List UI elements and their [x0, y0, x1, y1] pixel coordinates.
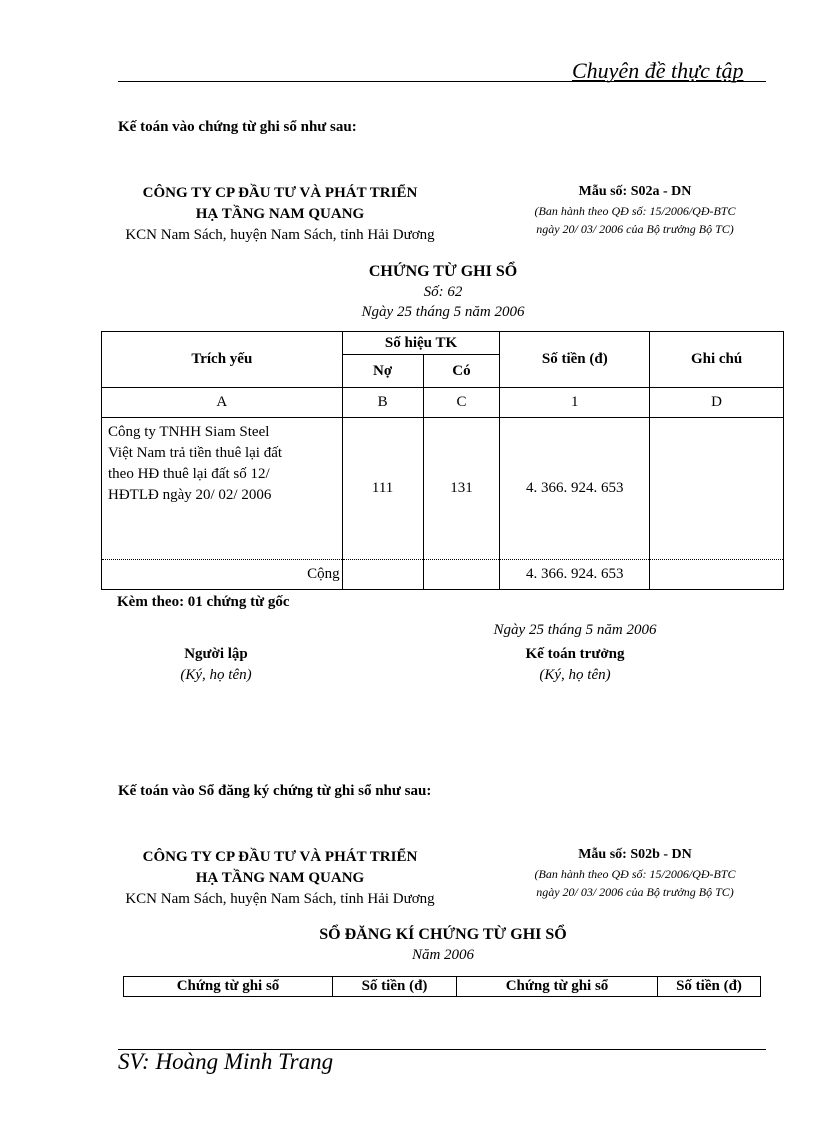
row-note: [650, 418, 784, 560]
row-summary-line4: HĐTLĐ ngày 20/ 02/ 2006: [108, 487, 272, 503]
row-summary-line3: theo HĐ thuê lại đất số 12/: [108, 466, 270, 482]
register-year: Năm 2006: [411, 947, 475, 963]
section1-intro: Kế toán vào chứng từ ghi sổ như sau:: [118, 119, 357, 135]
header-account-code: Số hiệu TK: [342, 332, 500, 355]
form2-code: Mẫu số: S02b - DN: [578, 847, 692, 862]
attachment-note: Kèm theo: 01 chứng từ gốc: [117, 594, 290, 610]
voucher-date: Ngày 25 tháng 5 năm 2006: [361, 304, 525, 320]
header-debit: Nợ: [342, 355, 423, 388]
company-block-2: [84, 846, 476, 910]
register-col4: Số tiền (đ): [658, 977, 761, 997]
row-credit: 131: [423, 418, 500, 560]
register-title: SỔ ĐĂNG KÍ CHỨNG TỪ GHI SỔ: [319, 926, 567, 943]
row-amount: 4. 366. 924. 653: [500, 418, 650, 560]
signature-date: Ngày 25 tháng 5 năm 2006: [493, 622, 657, 638]
col-code-1: 1: [500, 388, 650, 418]
company-name-2: HẠ TẦNG NAM QUANG: [195, 206, 365, 222]
form-issued-line2: ngày 20/ 03/ 2006 của Bộ trưởng Bộ TC): [536, 222, 734, 236]
header-credit: Có: [423, 355, 500, 388]
chief-block: [485, 644, 665, 686]
total-credit: [423, 560, 500, 590]
footer-student: SV: Hoàng Minh Trang: [118, 1049, 334, 1074]
preparer-sign: (Ký, họ tên): [180, 667, 252, 683]
total-row: [102, 560, 784, 590]
company-block-1: [84, 182, 476, 246]
company-name-1: CÔNG TY CP ĐẦU TƯ VÀ PHÁT TRIỂN: [142, 849, 418, 865]
header-summary: Trích yếu: [102, 332, 343, 388]
voucher-number: Số: 62: [423, 284, 463, 300]
form2-issued-line2: ngày 20/ 03/ 2006 của Bộ trưởng Bộ TC): [536, 885, 734, 899]
form-issued-line1: (Ban hành theo QĐ số: 15/2006/QĐ-BTC: [534, 204, 736, 218]
col-code-b: B: [342, 388, 423, 418]
form-code-block-1: [494, 182, 776, 238]
total-note: [650, 560, 784, 590]
voucher-title: CHỨNG TỪ GHI SỔ: [368, 263, 518, 280]
row-summary-line1: Công ty TNHH Siam Steel: [108, 424, 270, 440]
company-name-1: CÔNG TY CP ĐẦU TƯ VÀ PHÁT TRIỂN: [142, 185, 418, 201]
preparer-block: [136, 644, 296, 686]
total-amount: 4. 366. 924. 653: [500, 560, 650, 590]
table-row: [102, 418, 784, 560]
row-summary-line2: Việt Nam trả tiền thuê lại đất: [108, 445, 283, 461]
header-rule: [118, 81, 766, 82]
chief-sign: (Ký, họ tên): [539, 667, 611, 683]
col-code-d: D: [650, 388, 784, 418]
section2-intro: Kế toán vào Sổ đăng ký chứng từ ghi sổ như sau:: [118, 783, 432, 799]
company-name-2: HẠ TẦNG NAM QUANG: [195, 870, 365, 886]
voucher-heading: [243, 262, 643, 322]
row-summary: [102, 418, 343, 560]
col-code-c: C: [423, 388, 500, 418]
total-label: Cộng: [102, 560, 343, 590]
register-heading: [243, 925, 643, 965]
voucher-table: [101, 331, 784, 590]
register-table: [123, 976, 761, 997]
header-note: Ghi chú: [650, 332, 784, 388]
register-col3: Chứng từ ghi sổ: [457, 977, 658, 997]
total-debit: [342, 560, 423, 590]
chief-title: Kế toán trưởng: [525, 646, 625, 662]
form2-issued-line1: (Ban hành theo QĐ số: 15/2006/QĐ-BTC: [534, 867, 736, 881]
header-title: Chuyên đề thực tập: [572, 58, 744, 83]
register-col2: Số tiền (đ): [333, 977, 457, 997]
preparer-title: Người lập: [184, 646, 248, 662]
form-code-block-2: [494, 845, 776, 901]
col-code-a: A: [102, 388, 343, 418]
header-amount: Số tiền (đ): [500, 332, 650, 388]
form-code: Mẫu số: S02a - DN: [578, 184, 692, 199]
row-debit: 111: [342, 418, 423, 560]
company-address: KCN Nam Sách, huyện Nam Sách, tỉnh Hải Dương: [125, 891, 435, 907]
register-col1: Chứng từ ghi sổ: [124, 977, 333, 997]
company-address: KCN Nam Sách, huyện Nam Sách, tỉnh Hải Dương: [125, 227, 435, 243]
